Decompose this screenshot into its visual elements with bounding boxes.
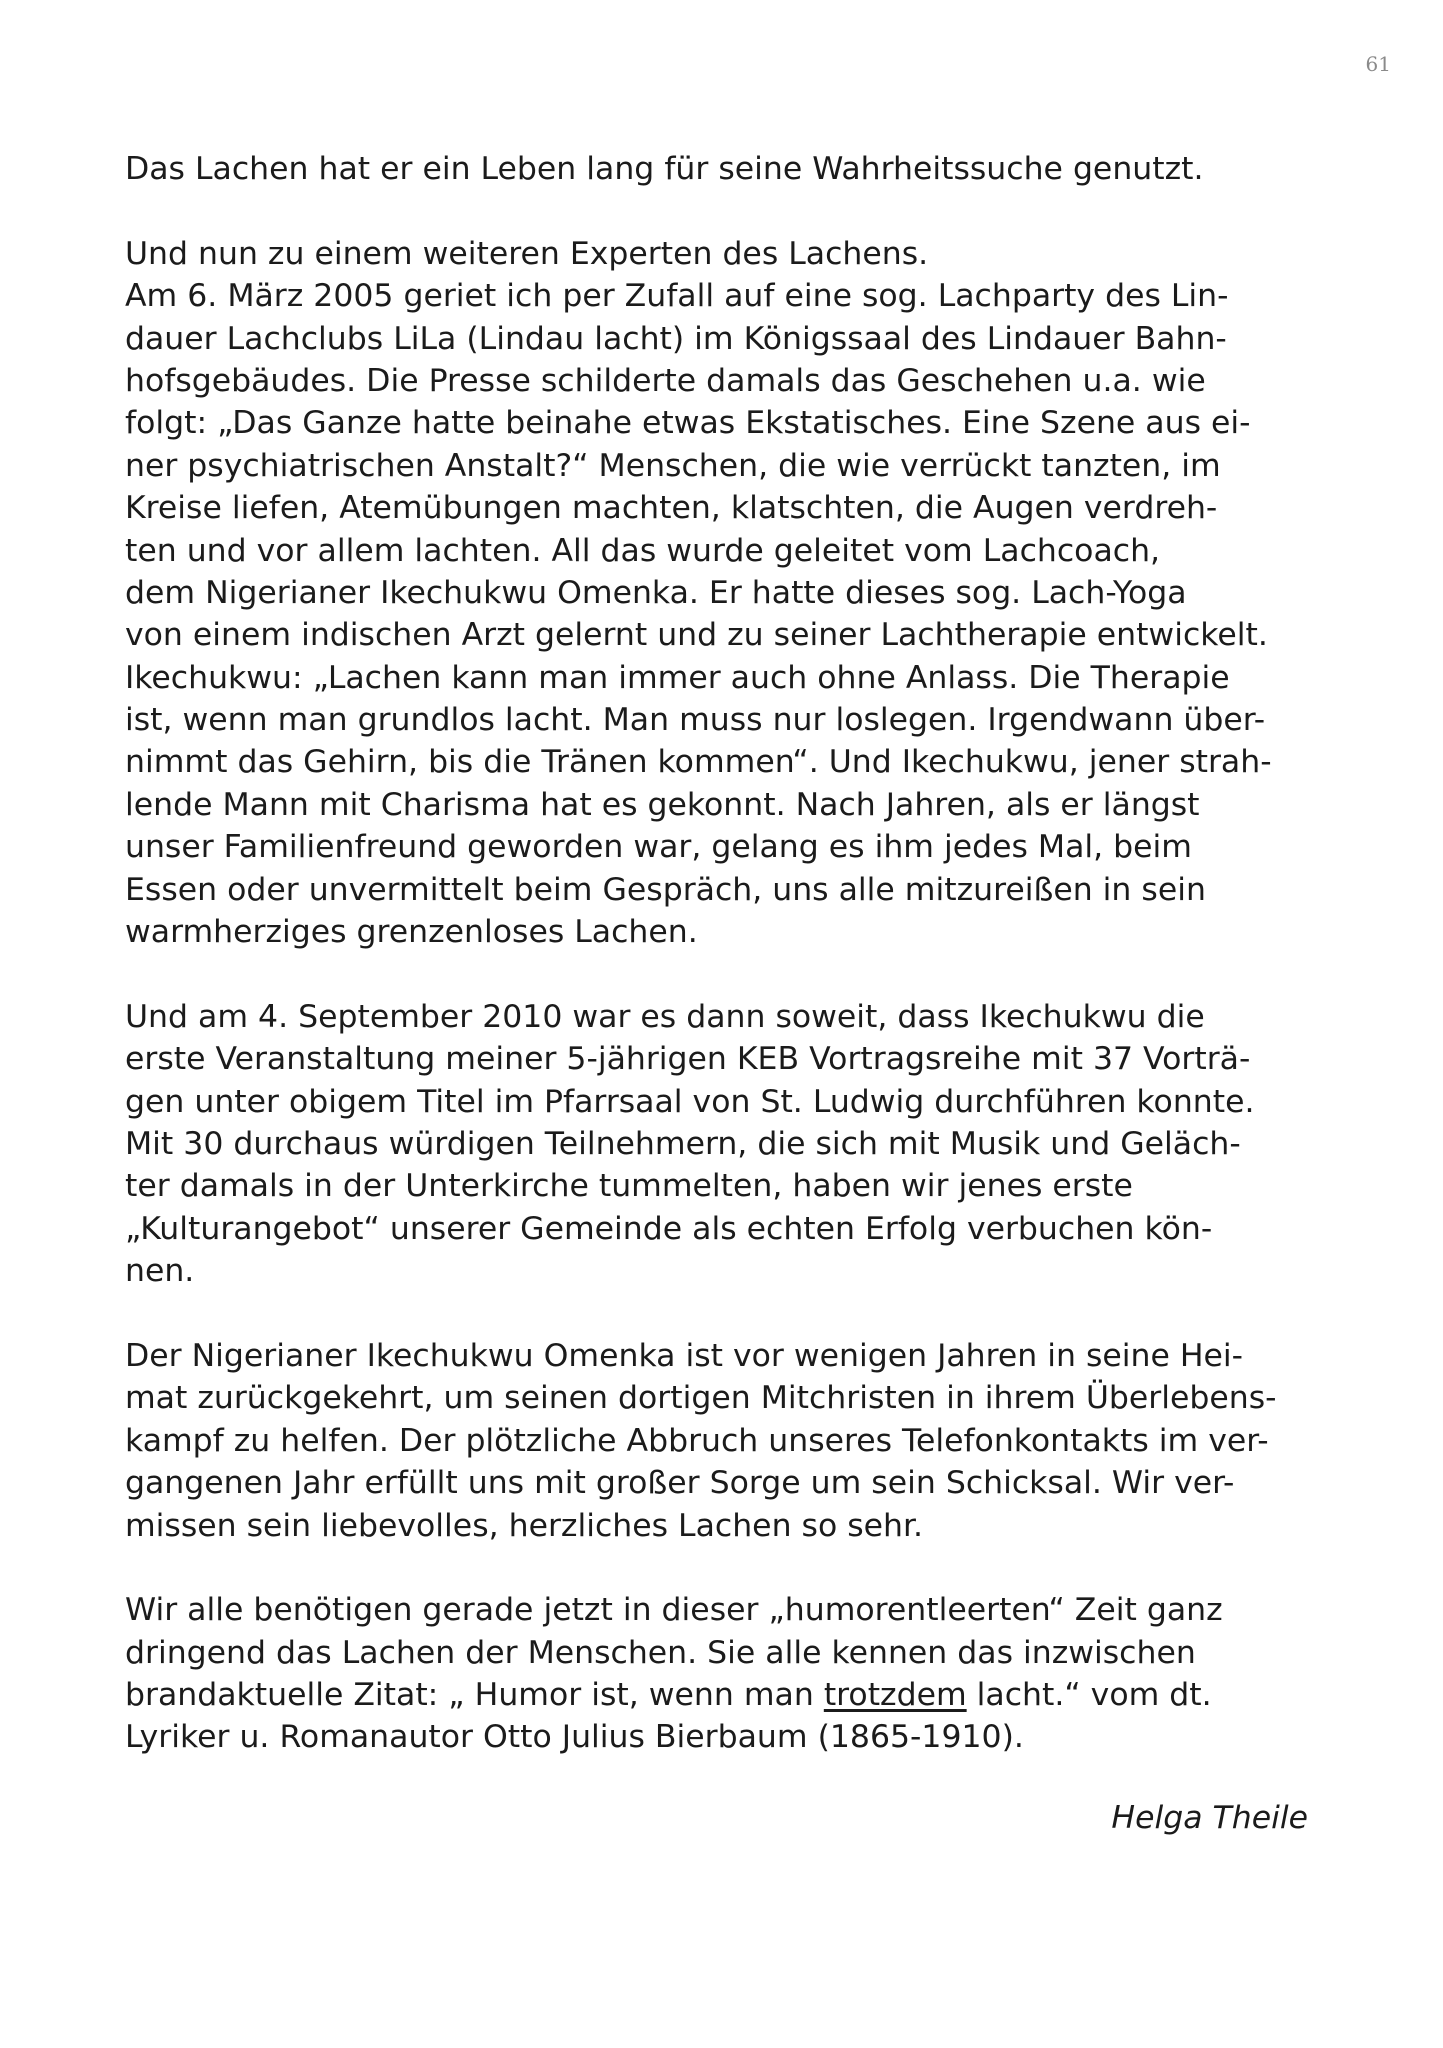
text-line: nimmt das Gehirn, bis die Tränen kommen“. Und Ikechukwu, jener strah-: [125, 744, 1272, 781]
text-line: Und nun zu einem weiteren Experten des Lachens.: [125, 235, 929, 272]
text-line: Mit 30 durchaus würdigen Teilnehmern, die sich mit Musik und Geläch-: [125, 1125, 1241, 1162]
text-line: Essen oder unvermittelt beim Gespräch, uns alle mitzureißen in sein: [125, 871, 1206, 908]
text-line: Und am 4. September 2010 war es dann soweit, dass Ikechukwu die: [125, 998, 1205, 1035]
text-line: unser Familienfreund geworden war, gelang es ihm jedes Mal, beim: [125, 829, 1192, 866]
paragraph-gap: [125, 953, 1315, 995]
text-line: warmherziges grenzenloses Lachen.: [125, 914, 698, 951]
text-line: ist, wenn man grundlos lacht. Man muss nur loslegen. Irgendwann über-: [125, 702, 1266, 739]
text-line: Ikechukwu: „Lachen kann man immer auch ohne Anlass. Die Therapie: [125, 659, 1230, 696]
text-line: ten und vor allem lachten. All das wurde geleitet vom Lachcoach,: [125, 532, 1161, 569]
text-line: gangenen Jahr erfüllt uns mit großer Sorge um sein Schicksal. Wir ver-: [125, 1465, 1235, 1502]
text-line: mat zurückgekehrt, um seinen dortigen Mitchristen in ihrem Überlebens-: [125, 1380, 1277, 1417]
quote-line: [125, 1674, 1315, 1716]
text-line: erste Veranstaltung meiner 5-jährigen KEB Vortragsreihe mit 37 Vorträ-: [125, 1041, 1251, 1078]
page-number: 61: [1365, 52, 1391, 76]
text-line: Am 6. März 2005 geriet ich per Zufall auf eine sog. Lachparty des Lin-: [125, 278, 1229, 315]
text-line: Lyriker u. Romanautor Otto Julius Bierbaum (1865-1910).: [125, 1719, 1024, 1756]
text-line: missen sein liebevolles, herzliches Lachen so sehr.: [125, 1507, 924, 1544]
text-line: „Kulturangebot“ unserer Gemeinde als echten Erfolg verbuchen kön-: [125, 1210, 1213, 1247]
document-body: [125, 148, 1315, 1759]
text-line: lende Mann mit Charisma hat es gekonnt. Nach Jahren, als er längst: [125, 786, 1200, 823]
text-line: nen.: [125, 1253, 195, 1290]
text-line: Der Nigerianer Ikechukwu Omenka ist vor wenigen Jahren in seine Hei-: [125, 1337, 1244, 1374]
text-line: gen unter obigem Titel im Pfarrsaal von St. Ludwig durchführen konnte.: [125, 1083, 1255, 1120]
paragraph-gap: [125, 1547, 1315, 1589]
text-line: ter damals in der Unterkirche tummelten, haben wir jenes erste: [125, 1168, 1133, 1205]
text-line: ner psychiatrischen Anstalt?“ Menschen, die wie verrückt tanzten, im: [125, 447, 1221, 484]
paragraph-gap: [125, 190, 1315, 232]
paragraph-return-home: [125, 1335, 1315, 1547]
text-line: von einem indischen Arzt gelernt und zu seiner Lachtherapie entwickelt.: [125, 617, 1268, 654]
text-line: dauer Lachclubs LiLa (Lindau lacht) im Königssaal des Lindauer Bahn-: [125, 320, 1227, 357]
quote-text-after: lacht.“ vom dt.: [966, 1677, 1212, 1714]
text-line: Wir alle benötigen gerade jetzt in dieser „humorentleerten“ Zeit ganz: [125, 1592, 1223, 1629]
text-line: folgt: „Das Ganze hatte beinahe etwas Ekstatisches. Eine Szene aus ei-: [125, 405, 1251, 442]
paragraph-gap: [125, 1293, 1315, 1335]
text-line: dringend das Lachen der Menschen. Sie alle kennen das inzwischen: [125, 1634, 1196, 1671]
underlined-word: trotzdem: [823, 1677, 967, 1714]
paragraph-humor-quote: [125, 1589, 1315, 1759]
text-line: kampf zu helfen. Der plötzliche Abbruch unseres Telefonkontakts im ver-: [125, 1422, 1269, 1459]
text-line: Kreise liefen, Atemübungen machten, klatschten, die Augen verdreh-: [125, 490, 1218, 527]
paragraph-intro: [125, 148, 1315, 190]
paragraph-lecture-series: [125, 996, 1315, 1293]
paragraph-lachclub: [125, 233, 1315, 954]
text-line: Das Lachen hat er ein Leben lang für seine Wahrheitssuche genutzt.: [125, 151, 1204, 187]
author-signature: Helga Theile: [1111, 1800, 1308, 1836]
text-line: hofsgebäudes. Die Presse schilderte damals das Geschehen u.a. wie: [125, 362, 1206, 399]
text-line: dem Nigerianer Ikechukwu Omenka. Er hatte dieses sog. Lach-Yoga: [125, 574, 1187, 611]
quote-text-before: brandaktuelle Zitat: „ Humor ist, wenn man: [125, 1677, 824, 1714]
